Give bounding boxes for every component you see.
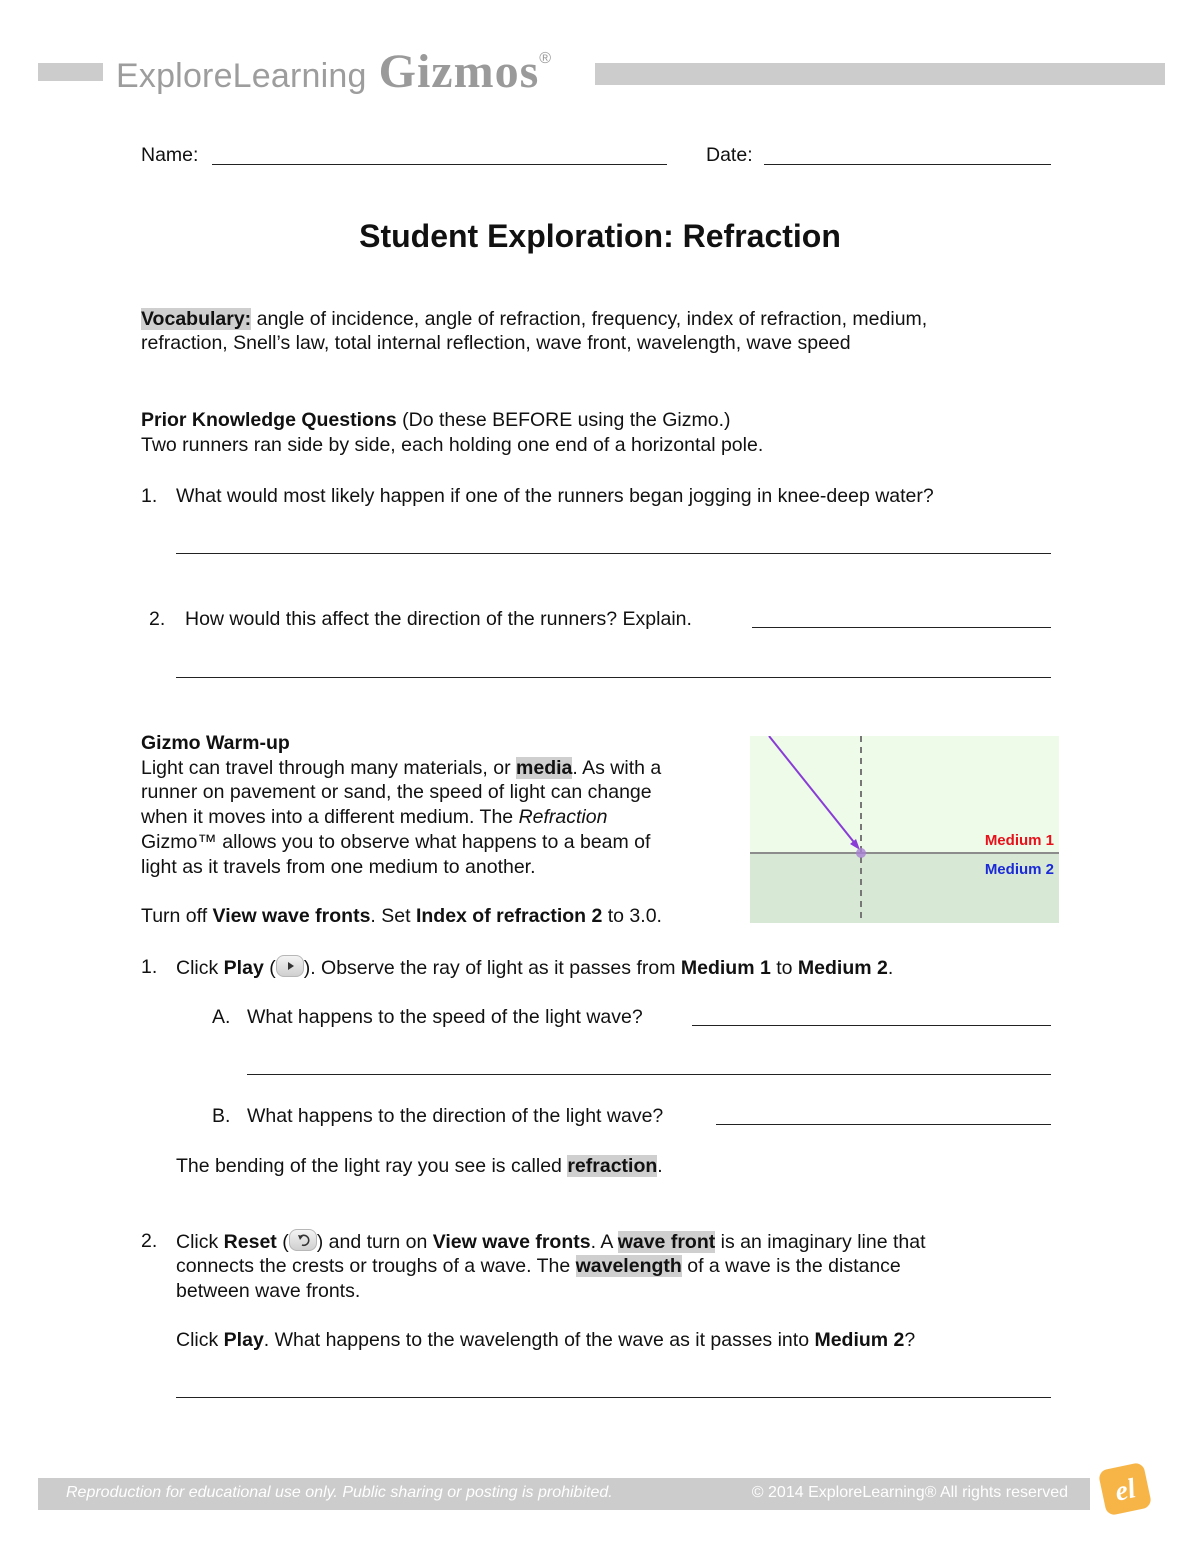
- warmup-line-1: [141, 756, 661, 781]
- warmup-line-3: [141, 805, 607, 830]
- w2-line-3: between wave fronts.: [176, 1280, 361, 1302]
- w1-text: ). Observe the ray of light as it passes from: [303, 957, 681, 979]
- prior-q1-text: What would most likely happen if one of the runners began jogging in knee-deep water?: [176, 485, 934, 507]
- vocabulary-line-2: refraction, Snell’s law, total internal reflection, wave front, wavelength, wave speed: [141, 332, 851, 354]
- w2-play-question: [176, 1328, 915, 1353]
- warmup-text: . As with a: [572, 757, 662, 779]
- date-field[interactable]: [764, 164, 1051, 165]
- name-label: Name:: [141, 144, 199, 166]
- prior-heading-text: Prior Knowledge Questions: [141, 409, 397, 431]
- date-label: Date:: [706, 144, 753, 166]
- footer-disclaimer: Reproduction for educational use only. Public sharing or posting is prohibited.: [66, 1484, 613, 1501]
- w1-qB-label: B.: [212, 1105, 231, 1127]
- warmup-text: Turn off: [141, 905, 213, 927]
- w1-text: to: [770, 957, 798, 979]
- setting-index-of-refraction-2: Index of refraction 2: [415, 905, 603, 927]
- w2-number: 2.: [141, 1230, 158, 1252]
- w2-text: ?: [904, 1329, 916, 1351]
- prior-q1-number: 1.: [141, 485, 158, 507]
- prior-q2-number: 2.: [149, 608, 166, 630]
- refraction-diagram: [750, 736, 1059, 923]
- vocabulary-terms-1: angle of incidence, angle of refraction, frequency, index of refraction, medium,: [251, 308, 928, 330]
- warmup-line-2: runner on pavement or sand, the speed of light can change: [141, 781, 652, 803]
- w2-text: of a wave is the distance: [681, 1255, 901, 1277]
- w1-qA-label: A.: [212, 1006, 231, 1028]
- brand-explore: ExploreLearning: [116, 57, 367, 95]
- brand-logo: [116, 44, 551, 96]
- reset-label: Reset: [223, 1231, 277, 1253]
- medium-2-ref: Medium 2: [797, 957, 888, 979]
- prior-q2-answer-line-2[interactable]: [176, 677, 1051, 678]
- prior-heading-note: (Do these BEFORE using the Gizmo.): [396, 409, 731, 431]
- warmup-heading: Gizmo Warm-up: [141, 732, 290, 754]
- prior-q2-answer-line-1[interactable]: [752, 627, 1051, 628]
- vocabulary-line-1: [141, 307, 927, 332]
- medium-1-ref: Medium 1: [680, 957, 771, 979]
- w2-text: ) and turn on: [316, 1231, 433, 1253]
- brand-gizmos: Gizmos: [378, 45, 540, 98]
- term-wave-front: wave front: [617, 1231, 716, 1253]
- prior-q2-text: How would this affect the direction of the runners? Explain.: [185, 608, 692, 630]
- setting-view-wave-fronts: View wave fronts: [432, 1231, 591, 1253]
- prior-q1-answer-line[interactable]: [176, 553, 1051, 554]
- medium-1-label: Medium 1: [984, 832, 1054, 849]
- warmup-instruction: [141, 904, 662, 929]
- warmup-text: to 3.0.: [602, 905, 662, 927]
- warmup-text: . Set: [370, 905, 416, 927]
- prior-knowledge-heading: [141, 408, 731, 433]
- term-refraction: refraction: [567, 1155, 658, 1177]
- w1-qB-answer-line[interactable]: [716, 1124, 1051, 1125]
- w1-qB-text: What happens to the direction of the light wave?: [247, 1105, 664, 1127]
- w1-number: 1.: [141, 956, 158, 978]
- medium-2-ref: Medium 2: [814, 1329, 905, 1351]
- w1-instruction: [176, 955, 893, 981]
- w1-text: .: [887, 957, 894, 979]
- gizmo-name-italic: Refraction: [518, 806, 608, 828]
- w2-text: . A: [590, 1231, 618, 1253]
- w1-qA-answer-line-1[interactable]: [692, 1025, 1051, 1026]
- w1-refraction-note: [176, 1154, 663, 1179]
- page-title: Student Exploration: Refraction: [359, 218, 841, 254]
- w1-qA-answer-line-2[interactable]: [247, 1074, 1051, 1075]
- warmup-text: Light can travel through many materials, or: [141, 757, 517, 779]
- vocabulary-label: Vocabulary:: [141, 308, 252, 330]
- warmup-text: when it moves into a different medium. The: [141, 806, 519, 828]
- w2-line-2: [176, 1254, 901, 1279]
- w1-text: Click: [176, 957, 224, 979]
- w2-text: . What happens to the wavelength of the wave as it passes into: [263, 1329, 815, 1351]
- explorelearning-logo-icon: [1094, 1458, 1156, 1520]
- warmup-line-5: light as it travels from one medium to another.: [141, 856, 536, 878]
- name-field[interactable]: [212, 164, 667, 165]
- w2-text: Click: [176, 1329, 224, 1351]
- setting-view-wave-fronts: View wave fronts: [212, 905, 371, 927]
- w2-text: is an imaginary line that: [715, 1231, 926, 1253]
- w2-answer-line[interactable]: [176, 1397, 1051, 1398]
- term-media: media: [516, 757, 573, 779]
- w2-text: connects the crests or troughs of a wave. The: [176, 1255, 576, 1277]
- play-label: Play: [223, 957, 264, 979]
- w1-text: .: [657, 1155, 663, 1177]
- footer-copyright: © 2014 ExploreLearning® All rights reserved: [751, 1484, 1068, 1501]
- header-bar-left: [38, 63, 103, 81]
- play-label: Play: [223, 1329, 264, 1351]
- incidence-point: [856, 848, 866, 858]
- play-icon: [276, 955, 304, 977]
- header-bar-right: [595, 63, 1165, 85]
- footer-bar: [38, 1478, 1090, 1510]
- w2-line-1: [176, 1229, 926, 1255]
- warmup-line-4: Gizmo™ allows you to observe what happens to a beam of: [141, 831, 651, 853]
- w2-text: (: [276, 1231, 289, 1253]
- w1-text: (: [263, 957, 276, 979]
- reset-icon: [289, 1229, 317, 1251]
- footer-logo-letters: el: [1112, 1473, 1139, 1508]
- brand-reg: ®: [539, 50, 552, 67]
- w1-text: The bending of the light ray you see is called: [176, 1155, 568, 1177]
- w1-qA-text: What happens to the speed of the light wave?: [247, 1006, 643, 1028]
- prior-intro: Two runners ran side by side, each holding one end of a horizontal pole.: [141, 434, 764, 456]
- w2-text: Click: [176, 1231, 224, 1253]
- term-wavelength: wavelength: [575, 1255, 682, 1277]
- medium-2-label: Medium 2: [984, 861, 1054, 878]
